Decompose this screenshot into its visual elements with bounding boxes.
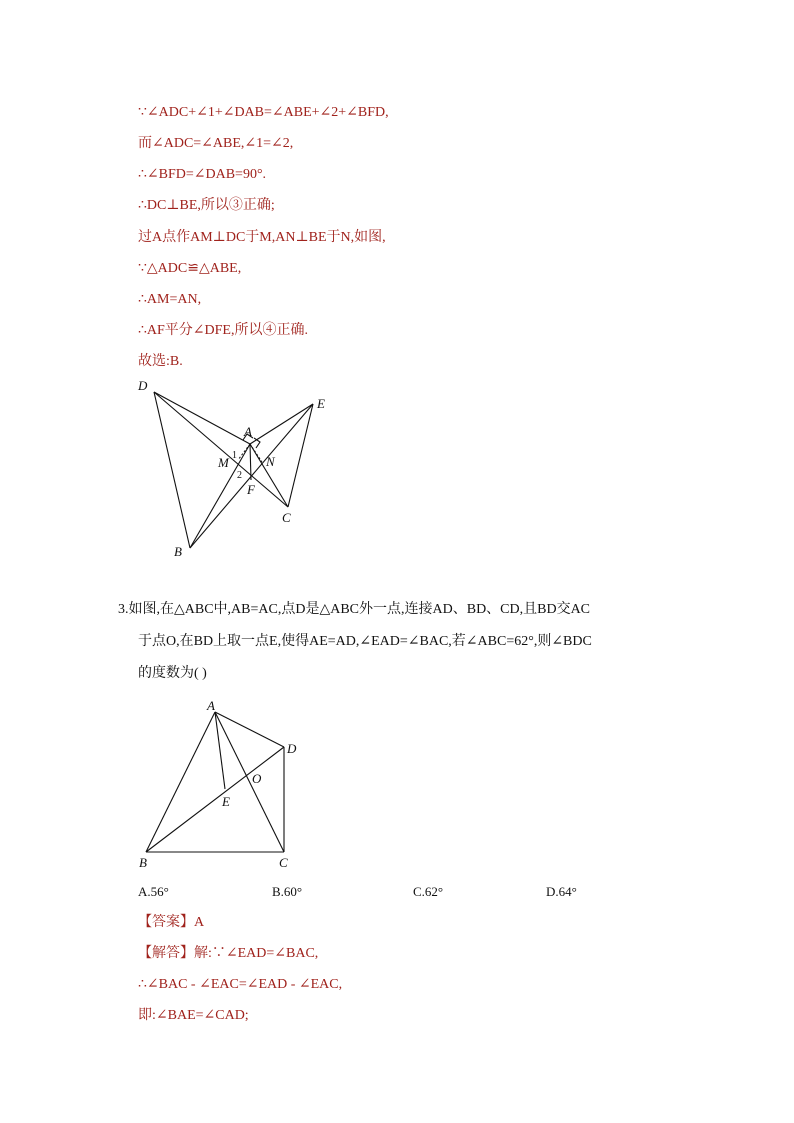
label-O: O	[252, 771, 262, 786]
analysis-line-3: 即:∠BAE=∠CAD;	[138, 1008, 249, 1023]
geometry-figure-1	[130, 372, 350, 567]
solution-line-1: ∵∠ADC+∠1+∠DAB=∠ABE+∠2+∠BFD,	[138, 105, 389, 120]
question-line-1: 3.如图,在△ABC中,AB=AC,点D是△ABC外一点,连接AD、BD、CD,且BD交AC	[118, 602, 591, 617]
label-B: B	[139, 855, 147, 870]
option-d: D.64°	[546, 884, 577, 899]
question-line-2: 于点O,在BD上取一点E,使得AE=AD,∠EAD=∠BAC,若∠ABC=62°,则∠BDC	[138, 634, 592, 649]
label-A: A	[244, 424, 252, 439]
option-a: A.56°	[138, 884, 169, 899]
solution-line-3: ∴∠BFD=∠DAB=90°.	[138, 167, 267, 182]
question-line-3: 的度数为( )	[138, 666, 207, 681]
analysis-line-1: 【解答】解:∵∠EAD=∠BAC,	[138, 946, 319, 961]
label-D: D	[287, 741, 297, 756]
label-C: C	[279, 855, 288, 870]
label-E: E	[317, 396, 325, 411]
angle-1-label: 1	[232, 450, 237, 461]
label-N: N	[266, 454, 275, 469]
label-E: E	[222, 794, 230, 809]
solution-line-6: ∵△ADC≌△ABE,	[138, 261, 242, 276]
label-F: F	[247, 482, 255, 497]
solution-line-9: 故选:B.	[138, 354, 183, 369]
angle-2-label: 2	[237, 470, 242, 481]
label-A: A	[207, 698, 215, 713]
solution-line-8: ∴AF平分∠DFE,所以④正确.	[138, 323, 308, 338]
solution-line-2: 而∠ADC=∠ABE,∠1=∠2,	[138, 136, 294, 151]
analysis-line-2: ∴∠BAC - ∠EAC=∠EAD - ∠EAC,	[138, 977, 343, 992]
geometry-figure-2	[130, 695, 320, 875]
label-M: M	[218, 455, 229, 470]
label-B: B	[174, 544, 182, 559]
option-b: B.60°	[272, 884, 303, 899]
option-c: C.62°	[413, 884, 444, 899]
solution-line-5: 过A点作AM⊥DC于M,AN⊥BE于N,如图,	[138, 230, 386, 245]
label-C: C	[282, 510, 291, 525]
label-D: D	[138, 378, 148, 393]
answer-line: 【答案】A	[138, 915, 205, 930]
solution-line-4: ∴DC⊥BE,所以③正确;	[138, 198, 275, 213]
solution-line-7: ∴AM=AN,	[138, 292, 202, 307]
